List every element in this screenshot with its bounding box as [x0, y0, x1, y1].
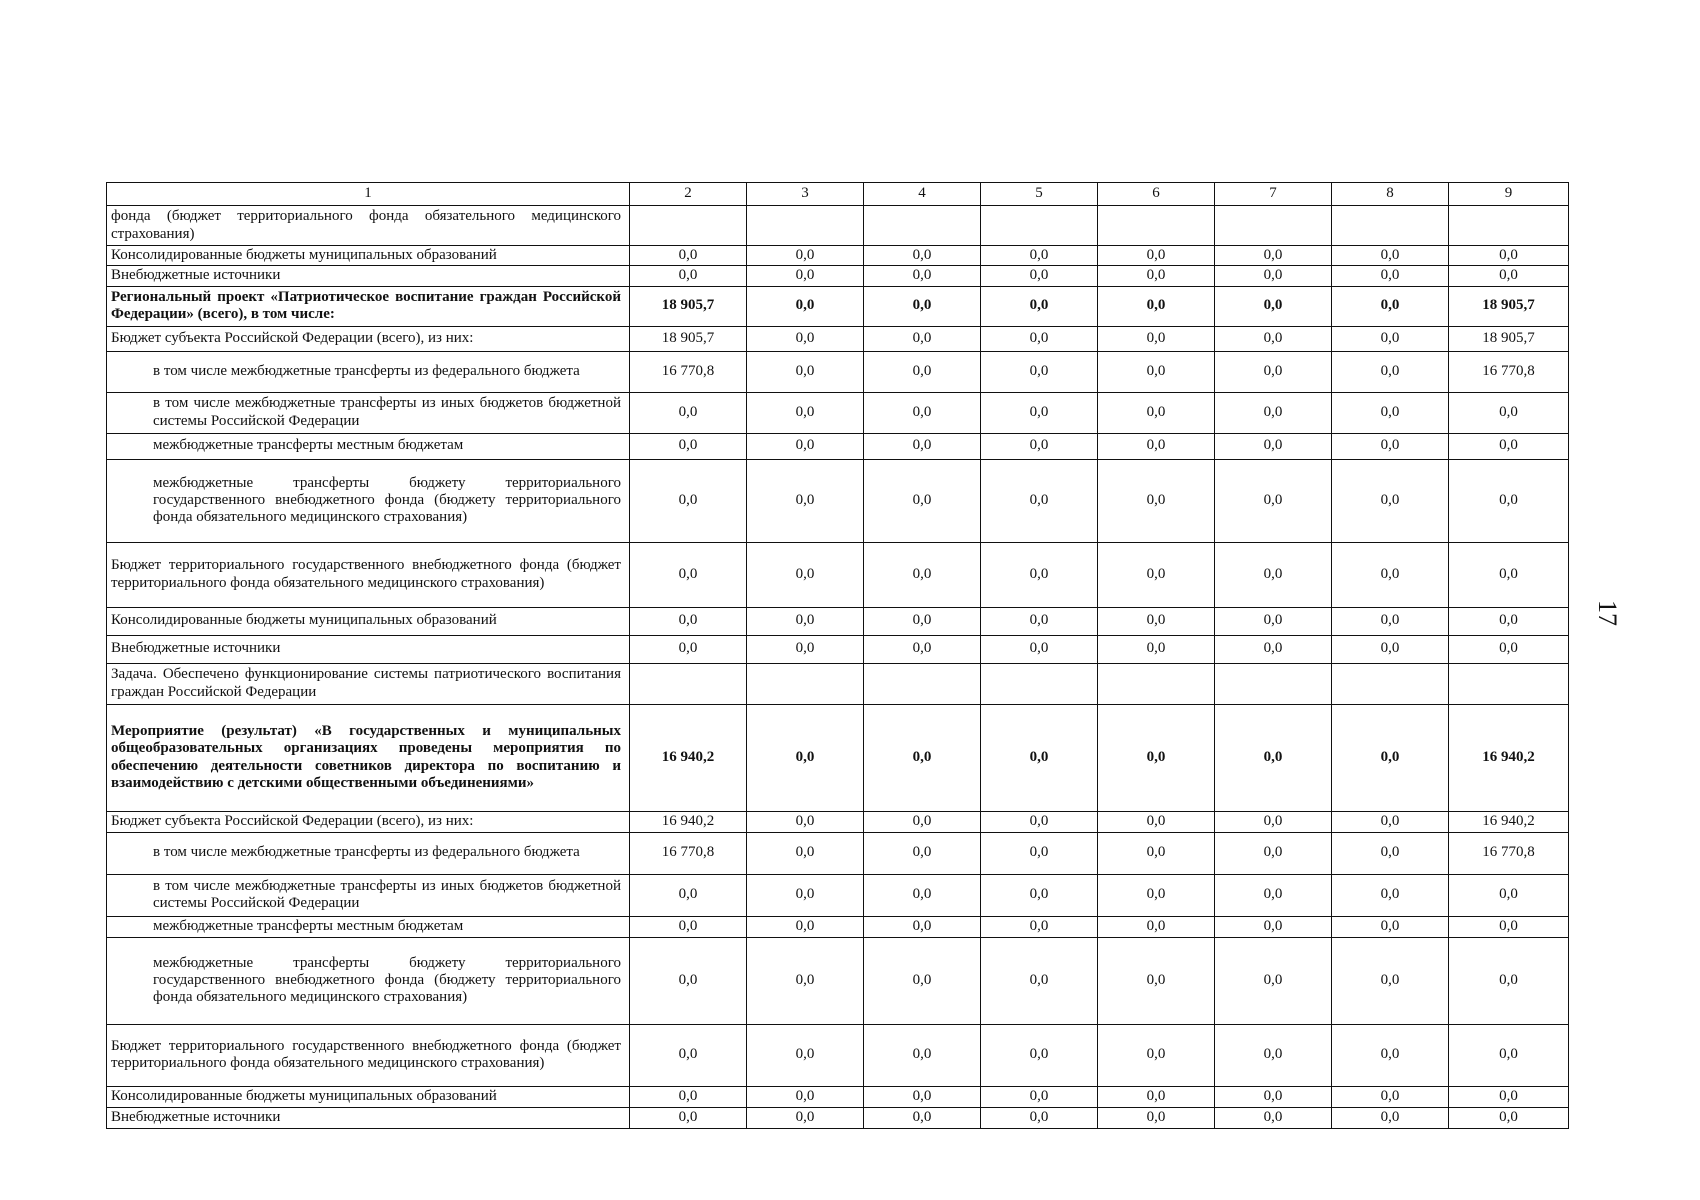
value-cell: 0,0: [1215, 704, 1332, 811]
value-cell: 0,0: [1098, 635, 1215, 663]
value-cell: 0,0: [1449, 874, 1569, 916]
value-cell: 0,0: [1215, 326, 1332, 351]
value-cell: 0,0: [630, 266, 747, 286]
value-cell: 0,0: [864, 433, 981, 459]
value-cell: 16 940,2: [630, 811, 747, 832]
value-cell: 16 940,2: [1449, 811, 1569, 832]
value-cell: 0,0: [1332, 326, 1449, 351]
value-cell: 0,0: [864, 1024, 981, 1086]
value-cell: 18 905,7: [1449, 286, 1569, 326]
row-description: межбюджетные трансферты бюджету территориального государственного внебюджетного фонда (бюджету территориального фонда обязательного медицинского страхования): [107, 937, 630, 1024]
value-cell: 0,0: [981, 811, 1098, 832]
value-cell: 0,0: [1449, 459, 1569, 542]
header-cell: 2: [630, 183, 747, 206]
row-description: Консолидированные бюджеты муниципальных образований: [107, 246, 630, 266]
table-body: [107, 183, 1569, 1129]
value-cell: 0,0: [1449, 635, 1569, 663]
value-cell: 0,0: [1449, 433, 1569, 459]
value-cell: 0,0: [747, 286, 864, 326]
value-cell: 0,0: [864, 832, 981, 874]
value-cell: 0,0: [1215, 246, 1332, 266]
value-cell: 0,0: [1215, 607, 1332, 635]
header-cell: 6: [1098, 183, 1215, 206]
value-cell: 0,0: [1215, 832, 1332, 874]
value-cell: 18 905,7: [630, 286, 747, 326]
table-row: [107, 459, 1569, 542]
value-cell: 0,0: [747, 392, 864, 433]
row-description: в том числе межбюджетные трансферты из федерального бюджета: [107, 351, 630, 392]
value-cell: 0,0: [747, 326, 864, 351]
value-cell: 0,0: [630, 916, 747, 937]
value-cell: 0,0: [747, 832, 864, 874]
value-cell: 0,0: [1098, 392, 1215, 433]
value-cell: 0,0: [1098, 704, 1215, 811]
table-row: [107, 635, 1569, 663]
value-cell: 0,0: [1332, 811, 1449, 832]
value-cell: 0,0: [981, 286, 1098, 326]
value-cell: 0,0: [1449, 266, 1569, 286]
table-row: [107, 937, 1569, 1024]
value-cell: 0,0: [1215, 392, 1332, 433]
page-number: 17: [1593, 600, 1622, 626]
value-cell: 16 940,2: [1449, 704, 1569, 811]
value-cell: 0,0: [981, 1024, 1098, 1086]
table-row: [107, 916, 1569, 937]
value-cell: [1215, 206, 1332, 246]
value-cell: 0,0: [864, 811, 981, 832]
row-description: Бюджет субъекта Российской Федерации (всего), из них:: [107, 326, 630, 351]
value-cell: 0,0: [981, 433, 1098, 459]
row-description: в том числе межбюджетные трансферты из федерального бюджета: [107, 832, 630, 874]
value-cell: [1332, 663, 1449, 704]
value-cell: 0,0: [1098, 607, 1215, 635]
value-cell: 0,0: [864, 392, 981, 433]
value-cell: 0,0: [630, 1086, 747, 1107]
value-cell: 0,0: [1449, 937, 1569, 1024]
value-cell: 0,0: [747, 811, 864, 832]
value-cell: 0,0: [1098, 326, 1215, 351]
value-cell: 0,0: [981, 326, 1098, 351]
value-cell: 16 770,8: [1449, 351, 1569, 392]
row-description: в том числе межбюджетные трансферты из иных бюджетов бюджетной системы Российской Федерации: [107, 874, 630, 916]
value-cell: 0,0: [1215, 1086, 1332, 1107]
table-row: [107, 206, 1569, 246]
value-cell: 0,0: [1332, 916, 1449, 937]
row-description: межбюджетные трансферты местным бюджетам: [107, 916, 630, 937]
value-cell: 16 770,8: [1449, 832, 1569, 874]
table-row: [107, 392, 1569, 433]
value-cell: 0,0: [1332, 635, 1449, 663]
row-description: Внебюджетные источники: [107, 1107, 630, 1128]
value-cell: 0,0: [981, 1086, 1098, 1107]
table-row: [107, 542, 1569, 607]
value-cell: 0,0: [1215, 937, 1332, 1024]
header-row: [107, 183, 1569, 206]
row-description: межбюджетные трансферты бюджету территориального государственного внебюджетного фонда (бюджету территориального фонда обязательного медицинского страхования): [107, 459, 630, 542]
value-cell: 0,0: [864, 1086, 981, 1107]
value-cell: 0,0: [630, 874, 747, 916]
row-description: Региональный проект «Патриотическое воспитание граждан Российской Федерации» (всего), в том числе:: [107, 286, 630, 326]
value-cell: 0,0: [981, 937, 1098, 1024]
value-cell: 0,0: [1098, 1024, 1215, 1086]
value-cell: 0,0: [1098, 266, 1215, 286]
value-cell: 0,0: [864, 459, 981, 542]
value-cell: 0,0: [1215, 874, 1332, 916]
value-cell: 0,0: [1332, 286, 1449, 326]
value-cell: [630, 663, 747, 704]
value-cell: 0,0: [981, 266, 1098, 286]
value-cell: 0,0: [630, 246, 747, 266]
value-cell: 0,0: [630, 1107, 747, 1128]
value-cell: 0,0: [981, 704, 1098, 811]
value-cell: 0,0: [747, 1086, 864, 1107]
value-cell: 0,0: [1332, 874, 1449, 916]
value-cell: 0,0: [1332, 832, 1449, 874]
value-cell: [1449, 663, 1569, 704]
value-cell: 0,0: [1332, 246, 1449, 266]
value-cell: 0,0: [1098, 433, 1215, 459]
value-cell: 0,0: [1215, 811, 1332, 832]
header-cell: 9: [1449, 183, 1569, 206]
value-cell: [864, 206, 981, 246]
value-cell: 0,0: [981, 1107, 1098, 1128]
value-cell: 16 940,2: [630, 704, 747, 811]
value-cell: 0,0: [864, 874, 981, 916]
value-cell: 0,0: [1098, 1086, 1215, 1107]
value-cell: 0,0: [747, 433, 864, 459]
value-cell: 0,0: [1332, 433, 1449, 459]
value-cell: 0,0: [1215, 542, 1332, 607]
value-cell: 0,0: [630, 937, 747, 1024]
value-cell: [747, 663, 864, 704]
value-cell: 0,0: [1098, 351, 1215, 392]
value-cell: 0,0: [864, 937, 981, 1024]
table-row: [107, 704, 1569, 811]
row-description: Консолидированные бюджеты муниципальных образований: [107, 607, 630, 635]
value-cell: 0,0: [1449, 542, 1569, 607]
value-cell: 0,0: [747, 874, 864, 916]
value-cell: 0,0: [1215, 635, 1332, 663]
value-cell: 0,0: [630, 433, 747, 459]
value-cell: 0,0: [1098, 874, 1215, 916]
table-row: [107, 286, 1569, 326]
row-description: Внебюджетные источники: [107, 635, 630, 663]
value-cell: 0,0: [1098, 916, 1215, 937]
value-cell: 0,0: [981, 542, 1098, 607]
value-cell: 0,0: [1215, 916, 1332, 937]
value-cell: 0,0: [1449, 607, 1569, 635]
value-cell: [864, 663, 981, 704]
table-row: [107, 433, 1569, 459]
value-cell: [1098, 206, 1215, 246]
value-cell: 0,0: [864, 1107, 981, 1128]
header-cell: 1: [107, 183, 630, 206]
value-cell: 16 770,8: [630, 832, 747, 874]
value-cell: 0,0: [1332, 542, 1449, 607]
value-cell: 0,0: [630, 607, 747, 635]
table-row: [107, 832, 1569, 874]
value-cell: [747, 206, 864, 246]
value-cell: 0,0: [1332, 1086, 1449, 1107]
value-cell: [981, 663, 1098, 704]
value-cell: [630, 206, 747, 246]
value-cell: 0,0: [981, 635, 1098, 663]
table-row: [107, 266, 1569, 286]
value-cell: 0,0: [1098, 459, 1215, 542]
row-description: Мероприятие (результат) «В государственных и муниципальных общеобразовательных организациях проведены мероприятия по обеспечению деятельности советников директора по воспитанию и взаимодействию с детскими общественными объединениями»: [107, 704, 630, 811]
value-cell: 0,0: [747, 635, 864, 663]
value-cell: 0,0: [864, 704, 981, 811]
value-cell: 0,0: [747, 916, 864, 937]
value-cell: 0,0: [747, 246, 864, 266]
table-row: [107, 351, 1569, 392]
table-row: [107, 607, 1569, 635]
value-cell: 16 770,8: [630, 351, 747, 392]
row-description: Задача. Обеспечено функционирование системы патриотического воспитания граждан Российской Федерации: [107, 663, 630, 704]
value-cell: 0,0: [1098, 286, 1215, 326]
header-cell: 7: [1215, 183, 1332, 206]
value-cell: 0,0: [1098, 832, 1215, 874]
value-cell: 0,0: [747, 1107, 864, 1128]
value-cell: 0,0: [747, 459, 864, 542]
value-cell: 0,0: [981, 832, 1098, 874]
value-cell: 0,0: [864, 246, 981, 266]
budget-table: [106, 182, 1569, 1129]
value-cell: 0,0: [1332, 266, 1449, 286]
value-cell: [981, 206, 1098, 246]
row-description: фонда (бюджет территориального фонда обязательного медицинского страхования): [107, 206, 630, 246]
value-cell: 0,0: [747, 704, 864, 811]
table-row: [107, 246, 1569, 266]
table-row: [107, 663, 1569, 704]
value-cell: 0,0: [747, 937, 864, 1024]
value-cell: 0,0: [864, 266, 981, 286]
value-cell: [1098, 663, 1215, 704]
table-row: [107, 1024, 1569, 1086]
value-cell: 0,0: [1332, 459, 1449, 542]
value-cell: 18 905,7: [1449, 326, 1569, 351]
header-cell: 8: [1332, 183, 1449, 206]
value-cell: 0,0: [864, 351, 981, 392]
value-cell: [1332, 206, 1449, 246]
value-cell: 0,0: [1098, 542, 1215, 607]
value-cell: 0,0: [1098, 937, 1215, 1024]
table-row: [107, 326, 1569, 351]
value-cell: 18 905,7: [630, 326, 747, 351]
value-cell: 0,0: [981, 459, 1098, 542]
value-cell: 0,0: [747, 542, 864, 607]
value-cell: 0,0: [1332, 704, 1449, 811]
table-row: [107, 1086, 1569, 1107]
value-cell: 0,0: [1332, 1024, 1449, 1086]
value-cell: 0,0: [864, 635, 981, 663]
table-row: [107, 1107, 1569, 1128]
value-cell: 0,0: [864, 326, 981, 351]
value-cell: 0,0: [864, 286, 981, 326]
value-cell: 0,0: [1332, 937, 1449, 1024]
table-row: [107, 811, 1569, 832]
row-description: в том числе межбюджетные трансферты из иных бюджетов бюджетной системы Российской Федерации: [107, 392, 630, 433]
row-description: Бюджет субъекта Российской Федерации (всего), из них:: [107, 811, 630, 832]
value-cell: [1215, 663, 1332, 704]
value-cell: 0,0: [1449, 392, 1569, 433]
value-cell: 0,0: [1215, 351, 1332, 392]
value-cell: 0,0: [981, 916, 1098, 937]
value-cell: 0,0: [747, 266, 864, 286]
value-cell: 0,0: [981, 392, 1098, 433]
header-cell: 3: [747, 183, 864, 206]
value-cell: 0,0: [630, 392, 747, 433]
value-cell: 0,0: [1215, 1024, 1332, 1086]
value-cell: 0,0: [1332, 351, 1449, 392]
value-cell: 0,0: [1215, 286, 1332, 326]
value-cell: 0,0: [1449, 916, 1569, 937]
header-cell: 4: [864, 183, 981, 206]
value-cell: 0,0: [630, 635, 747, 663]
value-cell: 0,0: [1215, 433, 1332, 459]
value-cell: 0,0: [981, 874, 1098, 916]
value-cell: 0,0: [1215, 266, 1332, 286]
value-cell: 0,0: [1215, 1107, 1332, 1128]
value-cell: 0,0: [864, 607, 981, 635]
value-cell: 0,0: [1449, 1107, 1569, 1128]
table-row: [107, 874, 1569, 916]
value-cell: 0,0: [630, 542, 747, 607]
row-description: Бюджет территориального государственного внебюджетного фонда (бюджет территориального фонда обязательного медицинского страхования): [107, 542, 630, 607]
value-cell: 0,0: [1098, 811, 1215, 832]
value-cell: 0,0: [864, 542, 981, 607]
header-cell: 5: [981, 183, 1098, 206]
row-description: межбюджетные трансферты местным бюджетам: [107, 433, 630, 459]
value-cell: 0,0: [864, 916, 981, 937]
value-cell: 0,0: [1098, 1107, 1215, 1128]
value-cell: 0,0: [1332, 392, 1449, 433]
value-cell: 0,0: [747, 607, 864, 635]
value-cell: 0,0: [1449, 1024, 1569, 1086]
value-cell: 0,0: [630, 459, 747, 542]
value-cell: 0,0: [981, 351, 1098, 392]
value-cell: 0,0: [1215, 459, 1332, 542]
value-cell: 0,0: [747, 1024, 864, 1086]
value-cell: 0,0: [1332, 607, 1449, 635]
value-cell: [1449, 206, 1569, 246]
value-cell: 0,0: [1332, 1107, 1449, 1128]
value-cell: 0,0: [981, 607, 1098, 635]
row-description: Внебюджетные источники: [107, 266, 630, 286]
value-cell: 0,0: [981, 246, 1098, 266]
value-cell: 0,0: [1449, 246, 1569, 266]
value-cell: 0,0: [1449, 1086, 1569, 1107]
value-cell: 0,0: [747, 351, 864, 392]
value-cell: 0,0: [1098, 246, 1215, 266]
row-description: Консолидированные бюджеты муниципальных образований: [107, 1086, 630, 1107]
value-cell: 0,0: [630, 1024, 747, 1086]
row-description: Бюджет территориального государственного внебюджетного фонда (бюджет территориального фонда обязательного медицинского страхования): [107, 1024, 630, 1086]
